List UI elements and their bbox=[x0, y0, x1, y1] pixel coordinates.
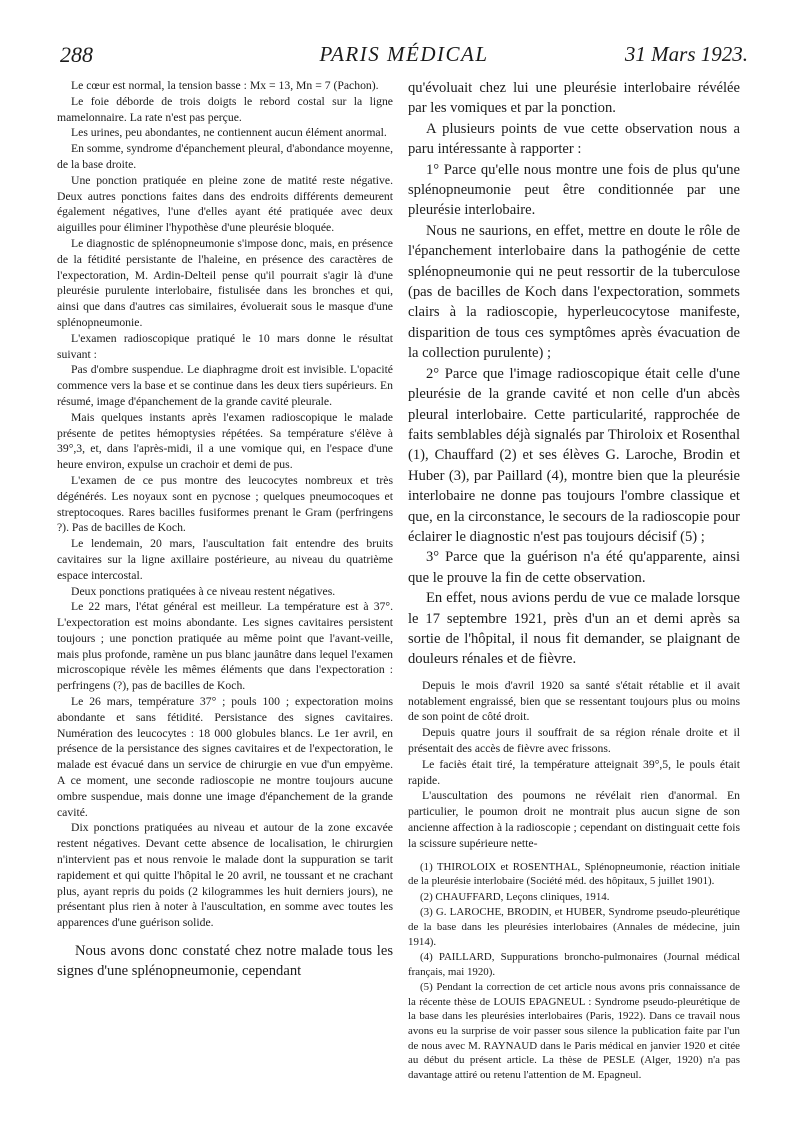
paragraph: Nous ne saurions, en effet, mettre en doute le rôle de l'épanchement interlobaire dans la pathogénie de cette splénopneumonie qui ne peut ressortir de la tuberculose (pas de bacilles de Koch dans l'expectoration, sommets clairs à la radioscopie, hyperleucocytose manifeste, disparition de tous ces symptômes après évacuation de la collection purulente) ; bbox=[408, 222, 740, 362]
paragraph: Le cœur est normal, la tension basse : Mx = 13, Mn = 7 (Pachon). bbox=[71, 79, 379, 92]
paragraph: qu'évoluait chez lui une pleurésie interlobaire révélée par les vomiques et par la ponction. bbox=[408, 80, 740, 117]
paragraph: 2° Parce que l'image radioscopique était celle d'une pleurésie de la grande cavité et non celle d'un abcès pleural interlobaire. Cette particularité, rapprochée de faits semblables déjà signalés par Thiroloix et Rosenthal (1), Chauffard (2) et ses élèves G. Laroche, Brodin et Huber (3), par Paillard (4), montre bien que la pleurésie interlobaire ne donne pas toujours l'ombre classique et que, en la circonstance, le secours de la radioscopie pour éclairer le diagnostic n'est pas toujours décisif (5) ; bbox=[408, 365, 740, 545]
paragraph: En somme, syndrome d'épanchement pleural, d'abondance moyenne, de la base droite. bbox=[57, 142, 393, 171]
paragraph: Le diagnostic de splénopneumonie s'impose donc, mais, en présence de la fétidité persistante de l'haleine, en présence des caractères de l'expectoration, M. Ardin-Delteil pense qu'il pourrait s'agir là d'une pleurésie purulente interlobaire, fistulisée dans les bronches et qui, ainsi que dans d'autres cas similaires, évoluerait sous le masque d'une splénopneumonie. bbox=[57, 236, 393, 329]
footnote: (4) PAILLARD, Suppurations broncho-pulmonaires (Journal médical français, mai 1920). bbox=[408, 951, 740, 978]
paragraph: 1° Parce qu'elle nous montre une fois de plus qu'une splénopneumonie peut être conditionnée par une pleurésie interlobaire. bbox=[408, 161, 740, 219]
paragraph: Depuis le mois d'avril 1920 sa santé s'était rétablie et il avait notablement engraissé, bien que se ressentant toujours plus ou moins de son point de côté droit. bbox=[408, 678, 740, 724]
paragraph: 3° Parce que la guérison n'a été qu'apparente, ainsi que le prouve la fin de cette observation. bbox=[408, 549, 740, 586]
paragraph: Les urines, peu abondantes, ne contiennent aucun élément anormal. bbox=[71, 126, 387, 140]
footnote: (2) CHAUFFARD, Leçons cliniques, 1914. bbox=[420, 890, 610, 903]
case-observation bbox=[57, 78, 393, 931]
footnote: (5) Pendant la correction de cet article nous avons pris connaissance de la récente thèse de LOUIS EPAGNEUL : Syndrome pseudo-pleurétique de la base dans les pleurésies interlobaires (Paris, 1922). Dans ce travail nous avons eu la surprise de voir passer sous silence la publication faite par l'un de nous avec M. RAYNAUD dans le Paris médical en janvier 1920 et citée au début du présent article. La thèse de PESLE (Alger, 1920) n'a pas davantage attiré ou retenu l'attention de M. Epagneul. bbox=[408, 981, 740, 1081]
left-column bbox=[57, 78, 393, 981]
discussion bbox=[408, 78, 740, 670]
paragraph: Dix ponctions pratiquées au niveau et autour de la zone excavée restent négatives. Devant cette absence de localisation, le chirurgien n'intervient pas et nous renvoie le malade dont la suppuration se tarit rapidement et qui quitte l'hôpital le 20 avril, ne toussant et ne crachant plus, ayant repris du poids (2 kilogrammes les huit derniers jours), ne présentant plus rien à noter à l'auscultation, en somme avec toutes les apparences d'une guérison solide. bbox=[57, 821, 393, 930]
paragraph: Deux ponctions pratiquées à ce niveau restent négatives. bbox=[71, 584, 336, 598]
paragraph: Le lendemain, 20 mars, l'auscultation fait entendre des bruits cavitaires sur la ligne axillaire postérieure, au niveau du quatrième espace intercostal. bbox=[57, 537, 393, 582]
paragraph: Le 22 mars, l'état général est meilleur. La température est à 37°. L'expectoration est moins abondante. Les signes cavitaires persistent toujours ; une ponction pratiquée au même point que l'avant-veille, mais plus profonde, ramène un pus blanc jaunâtre dans lequel l'examen microscopique révèle les mêmes éléments que dans l'expectoration : perfringens (?), pas de bacilles de Koch. bbox=[57, 600, 393, 693]
page-number: 288 bbox=[60, 42, 93, 67]
issue-date: 31 Mars 1923. bbox=[624, 42, 748, 66]
paragraph: Une ponction pratiquée en pleine zone de matité reste négative. Deux autres ponctions faites dans des endroits différents demeurent également négatives, l'une d'elles ayant été pratiquée avec deux aiguilles pour éliminer l'hypothèse d'une pleurésie bloquée. bbox=[57, 173, 393, 235]
paragraph: L'auscultation des poumons ne révélait rien d'anormal. En particulier, le poumon droit ne montrait plus aucun signe de son ancienne affection à la radioscopie ; cependant on distinguait cette fois la scissure supérieure nette- bbox=[408, 789, 740, 850]
follow-up-observation bbox=[408, 678, 740, 852]
paragraph: En effet, nous avions perdu de vue ce malade lorsque le 17 septembre 1921, près d'un an et demi après sa sortie de l'hôpital, il nous fit demander, se plaignant de douleurs rénales et de fièvre. bbox=[408, 590, 740, 668]
discussion-start bbox=[57, 941, 393, 981]
paragraph: Depuis quatre jours il souffrait de sa région rénale droite et il présentait des accès de fièvre avec frissons. bbox=[408, 726, 740, 755]
paragraph: Le faciès était tiré, la température atteignait 39°,5, le pouls était rapide. bbox=[408, 757, 740, 787]
right-column bbox=[408, 78, 740, 1083]
paragraph: Nous avons donc constaté chez notre malade tous les signes d'une splénopneumonie, cependant bbox=[57, 943, 393, 980]
page-header bbox=[60, 42, 748, 72]
journal-title: PARIS MÉDICAL bbox=[319, 42, 489, 66]
paragraph: Mais quelques instants après l'examen radioscopique le malade présente de petites hémoptysies répétées. Sa température s'élève à 39°,3, et, dans l'après-midi, il a une vomique qui, en l'espace d'une heure environ, expulse un crachoir et demi de pus. bbox=[57, 410, 393, 472]
footnotes bbox=[408, 860, 740, 1083]
paragraph: A plusieurs points de vue cette observation nous a paru intéressante à rapporter : bbox=[408, 120, 740, 158]
paragraph: L'examen de ce pus montre des leucocytes nombreux et très dégénérés. Les noyaux sont en pycnose ; quelques pneumocoques et streptocoques. Rares bacilles fusiformes prenant le Gram (perfringens ?). Pas de bacilles de Koch. bbox=[57, 473, 393, 535]
footnote: (3) G. LAROCHE, BRODIN, et HUBER, Syndrome pseudo-pleurétique de la base dans les pleurésies interlobaires (Annales de médecine, juin 1914). bbox=[408, 906, 740, 948]
paragraph: L'examen radioscopique pratiqué le 10 mars donne le résultat suivant : bbox=[57, 331, 393, 361]
paragraph: Pas d'ombre suspendue. Le diaphragme droit est invisible. L'opacité commence vers la base et se continue dans les deux tiers supérieurs. En résumé, image d'épanchement de la grande cavité pleurale. bbox=[57, 363, 393, 408]
footnote: (1) THIROLOIX et ROSENTHAL, Splénopneumonie, réaction initiale de la pleurésie interlobaire (Société méd. des hôpitaux, 5 juillet 1901). bbox=[408, 860, 740, 888]
paragraph: Le foie déborde de trois doigts le rebord costal sur la ligne mamelonnaire. La rate n'est pas perçue. bbox=[57, 94, 393, 124]
paragraph: Le 26 mars, température 37° ; pouls 100 ; expectoration moins abondante et sans fétidité. Persistance des signes cavitaires. Numération des leucocytes : 18 000 globules blancs. Le 1er avril, en présence de la persistance des signes cavitaires et de l'expectoration, le malade est évacué dans un service de chirurgie en vue d'un empyème. A ce moment, une seconde radioscopie ne montre toujours aucune ombre suspendue, mais donne une image d'épanchement de la grande cavité. bbox=[57, 695, 393, 819]
